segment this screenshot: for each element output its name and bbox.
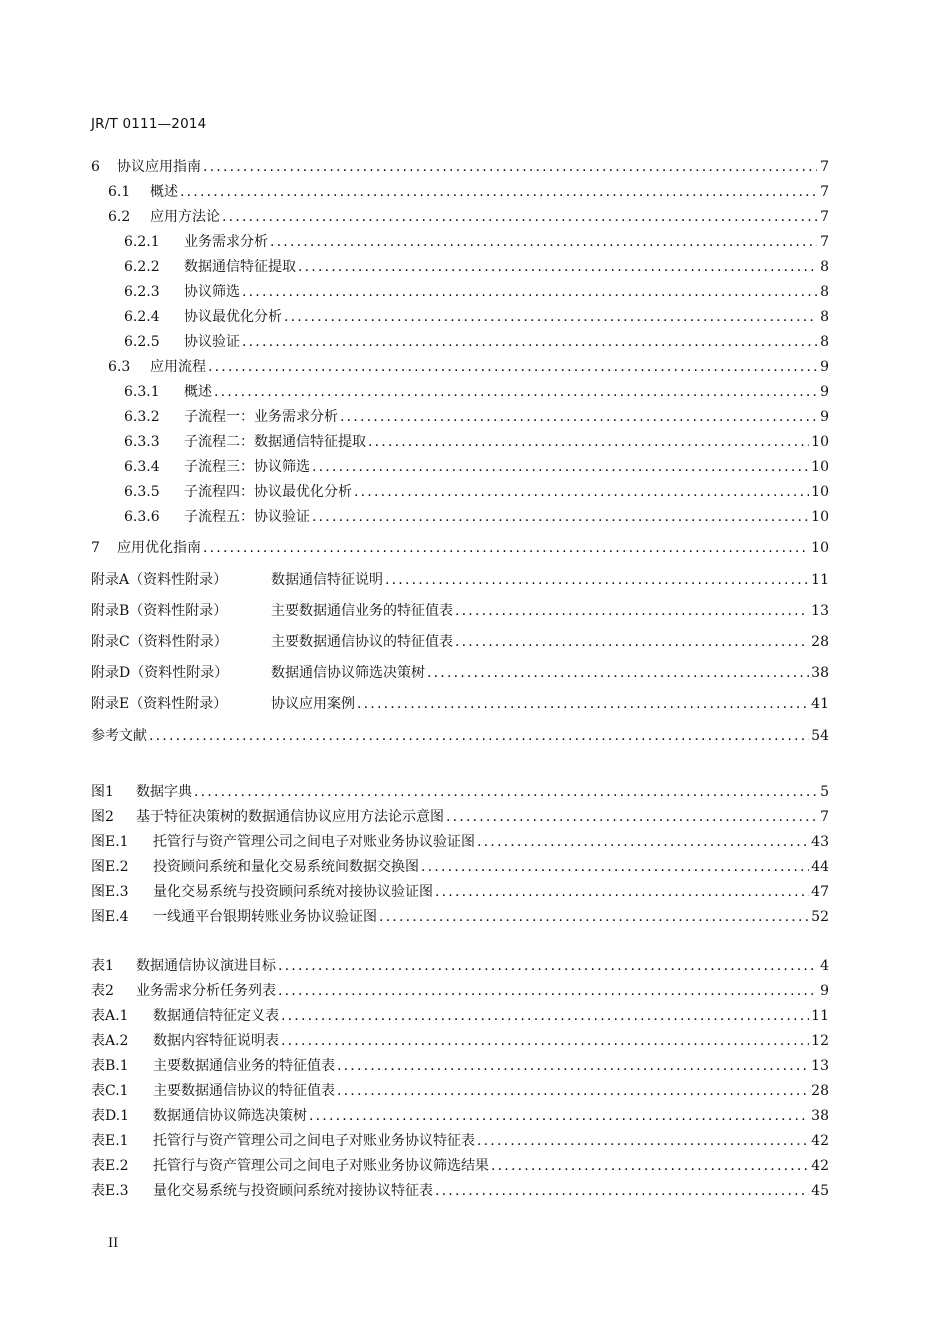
toc-entry-number: 图E.3 bbox=[91, 884, 129, 900]
toc-entry-title: 基于特征决策树的数据通信协议应用方法论示意图 bbox=[136, 809, 444, 825]
toc-entry-page: 41 bbox=[811, 696, 829, 712]
dot-leader bbox=[278, 982, 817, 1000]
toc-entry-page: 9 bbox=[820, 359, 829, 375]
toc-entry-number: 6.3.2 bbox=[124, 409, 160, 425]
toc-entry-page: 11 bbox=[811, 1008, 829, 1024]
toc-entry[interactable] bbox=[91, 982, 829, 1000]
document-code: JR/T 0111—2014 bbox=[91, 116, 207, 132]
toc-entry[interactable] bbox=[124, 233, 829, 251]
dot-leader bbox=[379, 908, 809, 926]
toc-entry-title: 协议应用案例 bbox=[271, 696, 355, 712]
toc-entry-number: 图E.2 bbox=[91, 859, 129, 875]
toc-entry-page: 10 bbox=[811, 434, 829, 450]
dot-leader bbox=[284, 308, 817, 326]
toc-entry-title: 参考文献 bbox=[91, 728, 147, 744]
toc-entry[interactable] bbox=[124, 458, 829, 476]
toc-entry-number: 6.2.1 bbox=[124, 234, 160, 250]
dot-leader bbox=[427, 664, 809, 682]
toc-entry-number: 表1 bbox=[91, 958, 114, 974]
toc-entry-title: 托管行与资产管理公司之间电子对账业务协议特征表 bbox=[153, 1133, 475, 1149]
dot-leader bbox=[340, 408, 817, 426]
toc-entry-number: 6.3.6 bbox=[124, 509, 160, 525]
toc-entry-page: 44 bbox=[811, 859, 829, 875]
dot-leader bbox=[242, 283, 817, 301]
toc-entry-number: 6.1 bbox=[108, 184, 131, 200]
toc-entry[interactable] bbox=[91, 783, 829, 801]
toc-entry-number: 附录E（资料性附录） bbox=[91, 696, 228, 712]
toc-entry-page: 10 bbox=[811, 509, 829, 525]
dot-leader bbox=[203, 158, 817, 176]
toc-entry-page: 8 bbox=[820, 309, 829, 325]
toc-entry-number: 7 bbox=[91, 540, 100, 556]
toc-entry-title: 数据内容特征说明表 bbox=[153, 1033, 279, 1049]
toc-entry[interactable] bbox=[91, 1082, 829, 1100]
dot-leader bbox=[385, 571, 809, 589]
toc-entry-number: 表C.1 bbox=[91, 1083, 129, 1099]
dot-leader bbox=[203, 539, 809, 557]
toc-entry-title: 量化交易系统与投资顾问系统对接协议验证图 bbox=[153, 884, 433, 900]
toc-entry[interactable] bbox=[91, 1157, 829, 1175]
toc-entry-number: 图1 bbox=[91, 784, 114, 800]
toc-entry[interactable] bbox=[124, 483, 829, 501]
toc-entry-title: 应用优化指南 bbox=[117, 540, 201, 556]
toc-entry[interactable] bbox=[124, 433, 829, 451]
toc-entry-title: 子流程四：协议最优化分析 bbox=[184, 484, 352, 500]
toc-entry-title: 子流程三：协议筛选 bbox=[184, 459, 310, 475]
dot-leader bbox=[368, 433, 809, 451]
toc-entry-page: 12 bbox=[811, 1033, 829, 1049]
toc-entry-number: 附录D（资料性附录） bbox=[91, 665, 229, 681]
dot-leader bbox=[354, 483, 809, 501]
toc-entry-number: 表A.1 bbox=[91, 1008, 129, 1024]
toc-entry-title: 主要数据通信协议的特征值表 bbox=[271, 634, 453, 650]
dot-leader bbox=[477, 833, 809, 851]
toc-entry-page: 45 bbox=[811, 1183, 829, 1199]
dot-leader bbox=[312, 458, 809, 476]
toc-entry[interactable] bbox=[108, 208, 829, 226]
toc-entry-title: 托管行与资产管理公司之间电子对账业务协议验证图 bbox=[153, 834, 475, 850]
toc-entry-title: 应用方法论 bbox=[150, 209, 220, 225]
toc-entry-title: 数据通信特征说明 bbox=[271, 572, 383, 588]
toc-entry[interactable] bbox=[91, 1182, 829, 1200]
toc-entry[interactable] bbox=[91, 727, 829, 745]
toc-entry-title: 应用流程 bbox=[150, 359, 206, 375]
toc-entry-page: 7 bbox=[820, 159, 829, 175]
toc-entry-title: 协议筛选 bbox=[184, 284, 240, 300]
toc-entry-title: 业务需求分析 bbox=[184, 234, 268, 250]
dot-leader bbox=[357, 695, 809, 713]
toc-entry-page: 7 bbox=[820, 209, 829, 225]
toc-entry[interactable] bbox=[91, 158, 829, 176]
toc-entry-page: 9 bbox=[820, 983, 829, 999]
toc-entry[interactable] bbox=[124, 308, 829, 326]
toc-entry-title: 主要数据通信业务的特征值表 bbox=[153, 1058, 335, 1074]
dot-leader bbox=[278, 957, 817, 975]
toc-entry-page: 10 bbox=[811, 484, 829, 500]
dot-leader bbox=[149, 727, 809, 745]
toc-entry-title: 协议应用指南 bbox=[117, 159, 201, 175]
toc-entry[interactable] bbox=[91, 908, 829, 926]
dot-leader bbox=[435, 883, 809, 901]
toc-entry-page: 7 bbox=[820, 234, 829, 250]
toc-entry-number: 附录A（资料性附录） bbox=[91, 572, 228, 588]
toc-entry-title: 投资顾问系统和量化交易系统间数据交换图 bbox=[153, 859, 419, 875]
toc-entry[interactable] bbox=[124, 508, 829, 526]
toc-entry-number: 表E.1 bbox=[91, 1133, 129, 1149]
toc-entry-page: 8 bbox=[820, 334, 829, 350]
dot-leader bbox=[455, 602, 809, 620]
toc-entry-title: 数据通信协议筛选决策树 bbox=[153, 1108, 307, 1124]
toc-entry-page: 13 bbox=[811, 1058, 829, 1074]
toc-entry[interactable] bbox=[91, 858, 829, 876]
dot-leader bbox=[208, 358, 817, 376]
toc-entry-title: 业务需求分析任务列表 bbox=[136, 983, 276, 999]
dot-leader bbox=[421, 858, 809, 876]
toc-entry-number: 6 bbox=[91, 159, 100, 175]
toc-entry-page: 43 bbox=[811, 834, 829, 850]
toc-entry-number: 图E.4 bbox=[91, 909, 129, 925]
toc-entry[interactable] bbox=[91, 695, 829, 713]
toc-entry-title: 协议验证 bbox=[184, 334, 240, 350]
toc-entry-page: 4 bbox=[820, 958, 829, 974]
toc-entry-page: 11 bbox=[811, 572, 829, 588]
toc-entry-page: 28 bbox=[811, 634, 829, 650]
toc-entry-title: 一线通平台银期转账业务协议验证图 bbox=[153, 909, 377, 925]
toc-entry[interactable] bbox=[91, 571, 829, 589]
toc-entry[interactable] bbox=[124, 283, 829, 301]
dot-leader bbox=[337, 1082, 809, 1100]
dot-leader bbox=[491, 1157, 809, 1175]
toc-entry-number: 表E.3 bbox=[91, 1183, 129, 1199]
toc-entry-title: 子流程五：协议验证 bbox=[184, 509, 310, 525]
dot-leader bbox=[477, 1132, 809, 1150]
toc-entry-title: 数据通信协议筛选决策树 bbox=[271, 665, 425, 681]
toc-entry-page: 8 bbox=[820, 284, 829, 300]
toc-entry-number: 表B.1 bbox=[91, 1058, 129, 1074]
toc-entry-title: 子流程二：数据通信特征提取 bbox=[184, 434, 366, 450]
toc-entry-page: 5 bbox=[820, 784, 829, 800]
toc-entry[interactable] bbox=[108, 183, 829, 201]
dot-leader bbox=[242, 333, 817, 351]
toc-entry[interactable] bbox=[91, 633, 829, 651]
toc-entry-page: 8 bbox=[820, 259, 829, 275]
toc-entry-page: 9 bbox=[820, 384, 829, 400]
page-number: II bbox=[108, 1236, 119, 1251]
toc-entry-title: 数据通信协议演进目标 bbox=[136, 958, 276, 974]
toc-entry-number: 6.2.2 bbox=[124, 259, 160, 275]
toc-entry-page: 13 bbox=[811, 603, 829, 619]
toc-entry[interactable] bbox=[91, 957, 829, 975]
toc-entry-number: 6.2.3 bbox=[124, 284, 160, 300]
dot-leader bbox=[270, 233, 817, 251]
toc-entry-number: 表2 bbox=[91, 983, 114, 999]
dot-leader bbox=[180, 183, 817, 201]
toc-entry-page: 9 bbox=[820, 409, 829, 425]
dot-leader bbox=[281, 1032, 809, 1050]
toc-entry-page: 42 bbox=[811, 1133, 829, 1149]
toc-entry[interactable] bbox=[91, 833, 829, 851]
toc-entry[interactable] bbox=[91, 883, 829, 901]
toc-entry-title: 概述 bbox=[184, 384, 212, 400]
toc-entry-title: 数据字典 bbox=[136, 784, 192, 800]
toc-entry-page: 10 bbox=[811, 459, 829, 475]
toc-entry-title: 主要数据通信协议的特征值表 bbox=[153, 1083, 335, 1099]
dot-leader bbox=[337, 1057, 809, 1075]
toc-entry[interactable] bbox=[91, 1032, 829, 1050]
toc-entry-number: 图E.1 bbox=[91, 834, 129, 850]
dot-leader bbox=[435, 1182, 809, 1200]
toc-entry-page: 10 bbox=[811, 540, 829, 556]
dot-leader bbox=[222, 208, 817, 226]
toc-entry-title: 托管行与资产管理公司之间电子对账业务协议筛选结果 bbox=[153, 1158, 489, 1174]
toc-entry-number: 6.2 bbox=[108, 209, 131, 225]
toc-entry-title: 概述 bbox=[150, 184, 178, 200]
toc-entry[interactable] bbox=[124, 383, 829, 401]
toc-entry-number: 附录C（资料性附录） bbox=[91, 634, 228, 650]
dot-leader bbox=[298, 258, 817, 276]
toc-entry-page: 7 bbox=[820, 809, 829, 825]
toc-entry[interactable] bbox=[91, 664, 829, 682]
toc-entry[interactable] bbox=[91, 808, 829, 826]
toc-entry-page: 42 bbox=[811, 1158, 829, 1174]
toc-entry-number: 表A.2 bbox=[91, 1033, 129, 1049]
dot-leader bbox=[214, 383, 817, 401]
toc-entry-number: 图2 bbox=[91, 809, 114, 825]
toc-entry[interactable] bbox=[91, 1007, 829, 1025]
toc-entry-number: 6.2.5 bbox=[124, 334, 160, 350]
toc-entry-title: 数据通信特征提取 bbox=[184, 259, 296, 275]
toc-entry-page: 47 bbox=[811, 884, 829, 900]
toc-entry-number: 6.3.3 bbox=[124, 434, 160, 450]
toc-entry-number: 表D.1 bbox=[91, 1108, 130, 1124]
toc-entry-number: 表E.2 bbox=[91, 1158, 129, 1174]
dot-leader bbox=[312, 508, 809, 526]
toc-entry-page: 52 bbox=[811, 909, 829, 925]
dot-leader bbox=[446, 808, 817, 826]
toc-entry-title: 数据通信特征定义表 bbox=[153, 1008, 279, 1024]
toc-entry-page: 7 bbox=[820, 184, 829, 200]
toc-entry-number: 6.2.4 bbox=[124, 309, 160, 325]
dot-leader bbox=[309, 1107, 809, 1125]
toc-entry[interactable] bbox=[108, 358, 829, 376]
toc-entry-page: 54 bbox=[811, 728, 829, 744]
toc-entry[interactable] bbox=[91, 1132, 829, 1150]
toc-entry-title: 协议最优化分析 bbox=[184, 309, 282, 325]
toc-entry[interactable] bbox=[124, 258, 829, 276]
toc-entry-number: 6.3.1 bbox=[124, 384, 160, 400]
dot-leader bbox=[281, 1007, 809, 1025]
toc-entry[interactable] bbox=[124, 408, 829, 426]
toc-entry-title: 主要数据通信业务的特征值表 bbox=[271, 603, 453, 619]
toc-entry-number: 附录B（资料性附录） bbox=[91, 603, 228, 619]
dot-leader bbox=[194, 783, 817, 801]
toc-entry[interactable] bbox=[91, 602, 829, 620]
toc-entry-number: 6.3.5 bbox=[124, 484, 160, 500]
toc-entry-page: 28 bbox=[811, 1083, 829, 1099]
toc-entry-page: 38 bbox=[811, 1108, 829, 1124]
toc-entry[interactable] bbox=[91, 1057, 829, 1075]
toc-entry-title: 量化交易系统与投资顾问系统对接协议特征表 bbox=[153, 1183, 433, 1199]
toc-entry[interactable] bbox=[124, 333, 829, 351]
toc-entry-number: 6.3 bbox=[108, 359, 131, 375]
dot-leader bbox=[455, 633, 809, 651]
toc-entry-title: 子流程一：业务需求分析 bbox=[184, 409, 338, 425]
toc-entry-number: 6.3.4 bbox=[124, 459, 160, 475]
toc-entry-page: 38 bbox=[811, 665, 829, 681]
toc-entry[interactable] bbox=[91, 539, 829, 557]
toc-entry[interactable] bbox=[91, 1107, 829, 1125]
